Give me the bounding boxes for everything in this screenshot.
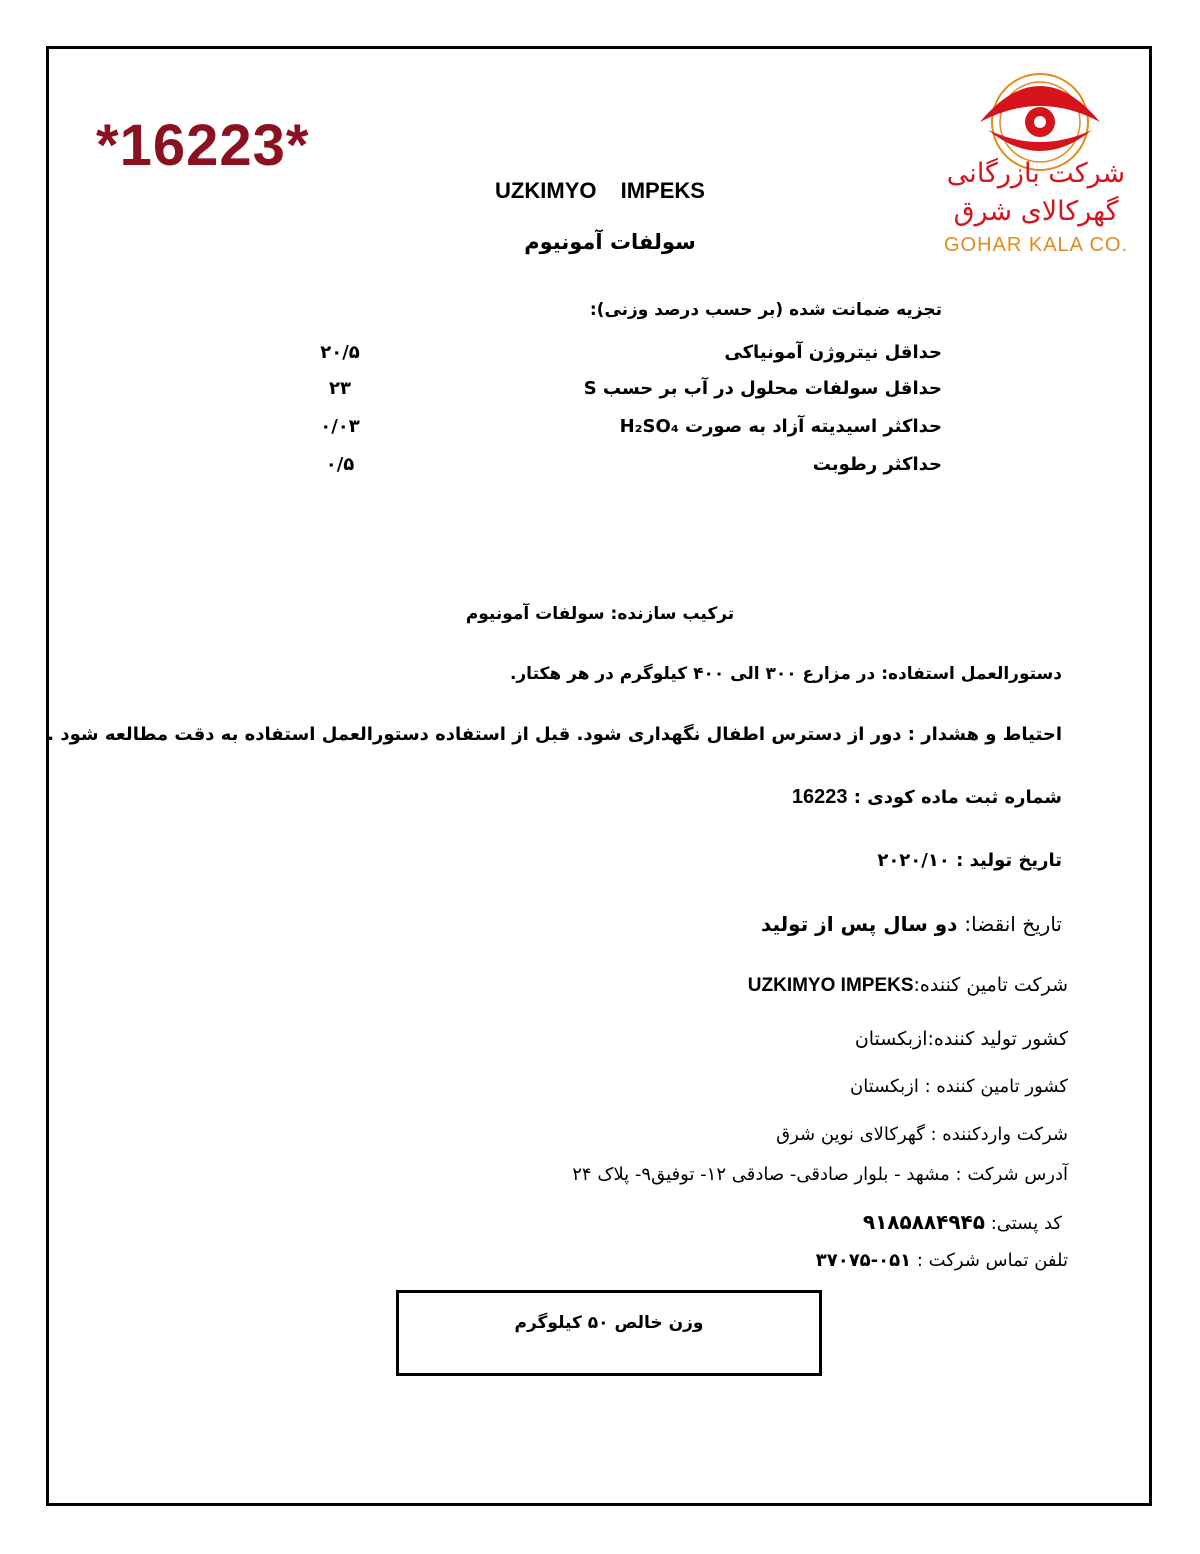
composition-line: ترکیب سازنده: سولفات آمونیوم <box>465 604 735 624</box>
warning-text: احتیاط و هشدار : دور از دسترس اطفال نگهداری شود. قبل از استفاده دستورالعمل استفاده به دقت مطالعه شود . <box>47 724 1062 745</box>
document-frame <box>46 46 1152 1506</box>
expiry-line <box>761 912 1062 936</box>
production-date-value: ۲۰۲۰/۱۰ <box>877 850 950 871</box>
supplier-country-value: ازبکستان <box>849 1076 919 1097</box>
postal-code-line <box>863 1210 1062 1234</box>
phone-label: تلفن تماس شرکت : <box>916 1250 1068 1271</box>
analysis-row-label: حداکثر رطوبت <box>812 454 942 475</box>
guaranteed-analysis-heading: تجزیه ضمانت شده (بر حسب درصد وزنی): <box>589 300 942 320</box>
registration-value: 16223 <box>791 786 848 808</box>
analysis-row-label: حداقل سولفات محلول در آب بر حسب S <box>583 378 942 399</box>
importer-line <box>776 1124 1068 1145</box>
supplier-country-line <box>850 1076 1068 1097</box>
product-title: سولفات آمونیوم <box>524 230 696 254</box>
producer-country-label: کشور تولید کننده: <box>927 1028 1068 1050</box>
address-value: مشهد - بلوار صادقی- صادقی ۱۲- توفیق۹- پلاک ۲۴ <box>572 1164 950 1185</box>
net-weight-text: وزن خالص ۵۰ کیلوگرم <box>514 1313 704 1333</box>
logo-text-line1: شرکت بازرگانی <box>946 158 1126 189</box>
analysis-row-label: حداکثر اسیدیته آزاد به صورت H₂SO₄ <box>619 416 942 437</box>
logo-text-english: GOHAR KALA CO. <box>943 234 1129 256</box>
supplier-company-label: شرکت تامین کننده: <box>913 974 1068 996</box>
address-line <box>572 1164 1068 1185</box>
phone-value: ۰۵۱-۳۷۰۷۵ <box>815 1250 912 1271</box>
analysis-row-value: ۰/۰۳ <box>320 416 360 437</box>
phone-line <box>816 1250 1068 1271</box>
supplier-company-line <box>748 974 1068 997</box>
production-date-line <box>877 850 1062 871</box>
analysis-row-value: ۰/۵ <box>325 454 355 475</box>
registration-line <box>792 786 1062 809</box>
logo-text-line2: گهرکالای شرق <box>953 196 1119 227</box>
importer-value: گهرکالای نوین شرق <box>776 1124 925 1145</box>
usage-instructions: دستورالعمل استفاده: در مزارع ۳۰۰ الی ۴۰۰ کیلوگرم در هر هکتار. <box>509 664 1062 684</box>
postal-code-label: کد پستی: <box>990 1213 1062 1234</box>
analysis-row-label: حداقل نیتروژن آمونیاکی <box>724 342 942 363</box>
producer-country-line <box>855 1028 1068 1050</box>
supplier-title: UZKIMYO IMPEKS <box>495 178 705 203</box>
expiry-label: تاریخ انقضا: <box>964 912 1062 936</box>
supplier-company-value: UZKIMYO IMPEKS <box>747 975 914 996</box>
address-label: آدرس شرکت : <box>955 1164 1068 1185</box>
production-date-label: تاریخ تولید : <box>956 850 1062 871</box>
analysis-row-value: ۲۳ <box>329 378 351 399</box>
expiry-value: دو سال پس از تولید <box>760 912 958 936</box>
analysis-row-value: ۲۰/۵ <box>320 342 360 363</box>
registration-number-large: *16223* <box>96 113 310 178</box>
importer-label: شرکت واردکننده : <box>930 1124 1068 1145</box>
supplier-country-label: کشور تامین کننده : <box>924 1076 1068 1097</box>
net-weight-box <box>396 1290 822 1376</box>
postal-code-value: ۹۱۸۵۸۸۴۹۴۵ <box>862 1210 985 1234</box>
producer-country-value: ازبکستان <box>854 1028 928 1050</box>
registration-label: شماره ثبت ماده کودی : <box>853 787 1062 808</box>
